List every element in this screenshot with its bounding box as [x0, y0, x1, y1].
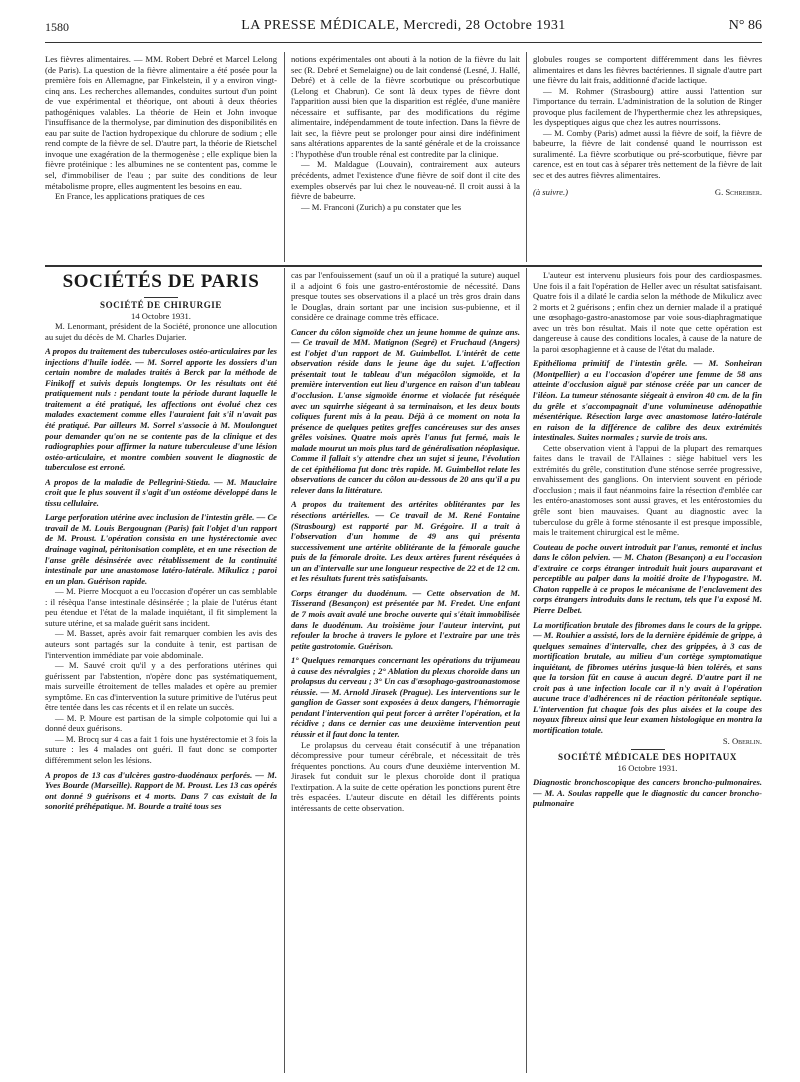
paragraph: — M. Pierre Mocquot a eu l'occasion d'opérer un cas semblable : il résèqua l'anse intestinale désinsérée ; la plaie de l'utérus étant peu étendue et l'état de la malade inquiétant, il fit simplement la suture utérine, et sa malade guérit sans incident.: [45, 586, 277, 628]
column-rule: [284, 268, 285, 1073]
paragraph: Le prolapsus du cerveau était consécutif à une trépanation décompressive pour tumeur cérébrale, et nécessitait de très fréquentes ponctions. Au cours d'une deuxième intervention M. Jirasek fut conduit sur le plexus choroïde dont il pratiqua l'extirpation. A la suite de cette opération les ponctions purent être très espacées. L'auteur discute en détail les différents points intéressants de cette observation.: [291, 739, 520, 813]
column-rule: [526, 52, 527, 262]
paragraph: 1° Quelques remarques concernant les opérations du trijumeau à cause des névralgies ; 2° Ablation du plexus choroïde dans un prolapsus du cerveau ; 3° Un cas d'œsophago-gastroanastomose réussie. — M. Arnold Jirasek (Prague). Les interventions sur le ganglion de Gasser sont exposées à deux dangers, l'hémorragie pendant l'intervention qui peut forcer à arrêter l'opération, et la récidive ; dans ce dernier cas une deuxième intervention peut réussir et il faut donc la tenter.: [291, 655, 520, 739]
paragraph: La mortification brutale des fibromes dans le cours de la grippe. — M. Rouhier a assisté, lors de la dernière épidémie de grippe, à quelques semaines d'intervalle, chez des grippées, à 3 cas de mortification brutale, au milieu d'un cortège symptomatique inquiétant, de fibromes utérins jusque-là bien tolérés, et sans que la torsion fût en cause à aucun degré. D'autre part il ne croit pas à une infection locale car il n'y avait à l'opération aucune trace d'adhérences ni de réaction péritonéale septique. L'intervention fut chaque fois des plus aisées et la coupe des noyaux fibreux ainsi que leur examen histologique en montra la mortification totale.: [533, 619, 762, 735]
paragraph: Diagnostic bronchoscopique des cancers broncho-pulmonaires. — M. A. Soulas rappelle que le diagnostic du cancer broncho-pulmonaire: [533, 777, 762, 809]
top-column-3: [533, 54, 762, 262]
issue-number: N° 86: [728, 18, 762, 33]
paragraph: — M. Sauvé croit qu'il y a des perforations utérines qui guérissent par l'abstention, n'opère donc pas systématiquement, mais surveille étroitement de telles malades et opère au premier symptôme. En cas d'intervention la suture primitive de l'utérus peut être tentée dans les cas récents et il en relate un succès.: [45, 660, 277, 713]
paragraph: A propos de la maladie de Pellegrini-Stieda. — M. Mauclaire croit que le plus souvent il s'agit d'un ostéome développé dans le tissu cellulaire.: [45, 476, 277, 508]
society-title: SOCIÉTÉ MÉDICALE DES HOPITAUX: [557, 752, 737, 763]
page-number: 1580: [45, 20, 69, 34]
top-column-2: [291, 54, 520, 262]
signature: G. Schreiber.: [714, 186, 762, 197]
paragraph: globules rouges se comportent différemment dans les fièvres alimentaires et dans les fièvres bactériennes. Il signale d'autre part une fièvre du lait frais, additionné d'acide lactique.: [533, 54, 762, 86]
paragraph: — M. Franconi (Zurich) a pu constater que les: [301, 201, 462, 212]
paragraph: Les fièvres alimentaires. — MM. Robert Debré et Marcel Lelong (de Paris). La question de la fièvre alimentaire a été posée pour la première fois en Allemagne, par Finkelstein, il y a environ vingt-cinq ans. Les recherches allemandes, conduites surtout d'un point de vue expérimental et théorique, ont abouti à deux théories pathogéniques valables. La théorie de Hein et John invoque l'insuffisance de la thermolyse, par diminution des disponibilités en eau par suite de l'action hydropexique du chlorure de sodium ; elle rend compte de la fièvre de sel. D'autre part, la théorie de Rietschel invoque une exagération de la thermogenèse ; elle explique bien la fièvre protéinique : les albumines ne se contentent pas, comme le sel, d'immobiliser de l'eau ; par suite des conditions de leur métabolisme propre, elles augmentent les besoins en eau.: [45, 54, 277, 191]
session-date: 14 Octobre 1931.: [131, 310, 191, 321]
paragraph: Cette observation vient à l'appui de la plupart des remarques faites dans le travail de l'Allaines : siège habituel vers les extrémités du grêle, constitution d'une sténose serrée progressive, envahissement des ganglions. On intervient souvent en période d'occlusion ; mais il faut néanmoins faire la résection d'emblée car les entéro-anastomoses sont aussi graves, et les entérostomies du grêle sont bien mauvaises. Quant au diagnostic avec la tuberculose du grêle à forme sténosante il est presque impossible, mais le traitement chirurgical est le même.: [533, 442, 762, 538]
lower-column-1: [45, 270, 277, 1070]
paragraph: — M. Comby (Paris) admet aussi la fièvre de soif, la fièvre de babeurre, la fièvre de lait condensé quand le nourrisson est suralimenté. La fièvre scorbutique ou pré-scorbutique, fièvre par carence, est en tout cas à séparer très nettement de la fièvre de lait sec et des autres fièvres alimentaires.: [533, 127, 762, 181]
journal-title: LA PRESSE MÉDICALE, Mercredi, 28 Octobre 1931: [241, 18, 566, 33]
byline-row: [533, 187, 762, 198]
paragraph: L'auteur est intervenu plusieurs fois pour des cardiospasmes. Une fois il a fait l'opération de Heller avec un résultat satisfaisant. Quatre fois il a dilaté le cardia selon la méthode de Mikulicz avec 2 morts et 2 guérisons ; enfin chez un dernier malade il a pratiqué une œsophago-gastro-anastomose par voie sous-diaphragmatique avec un très bon résultat. Mais il note que cette opération est dangereuse à cause des conditions locales, à cause de la nature de la paroi œsophagienne et à cause de l'état du malade.: [533, 270, 762, 354]
section-heading: SOCIÉTÉS DE PARIS: [62, 271, 260, 292]
society-title: SOCIÉTÉ DE CHIRURGIE: [99, 300, 223, 310]
signature: S. Oberlin.: [722, 735, 762, 746]
separator: [631, 749, 665, 750]
paragraph: Corps étranger du duodénum. — Cette observation de M. Tisserand (Besançon) est présentée par M. Fredet. Une enfant de 7 mois avait avalé une broche ouverte qui s'était immobilisée dans le duodénum. Au troisième jour l'auteur intervint, put refouler la broche à travers le pylore et l'extraire par une très petite gastrotomie. Guérison.: [291, 587, 520, 651]
paragraph: Cancer du côlon sigmoïde chez un jeune homme de quinze ans. — Ce travail de MM. Matignon (Segré) et Fruchaud (Angers) est l'objet d'un rapport de M. Guimbellot. L'intérêt de cette observation réside dans le jeune âge du sujet. L'affection présentait tout le tableau d'un mégacôlon sigmoïde, et la première intervention eut lieu d'urgence en raison d'un tableau d'occlusion. L'anse sigmoïde énorme et violacée fut réséquée avec un squirrhe siégeant à sa terminaison, et les deux bouts coliques furent mis à la peau. Déjà à ce moment on nota la présence de quelques petites greffes cancéreuses sur des anses grêles voisines. Quatre mois après l'anus fut fermé, mais le malade mourut un mois plus tard de généralisation néoplasique. Comme il fallait s'y attendre chez un sujet si jeune, l'évolution de cet épithélioma fut donc très rapide. M. Guimbellot relate les observations de cancer du côlon au-dessous de 20 ans qu'il a pu relever dans la littérature.: [291, 326, 520, 495]
section-rule: [45, 265, 762, 267]
header-rule: [45, 42, 762, 43]
paragraph: Couteau de poche ouvert introduit par l'anus, remonté et inclus dans le côlon pelvien. — M. Chaton (Besançon) a eu l'occasion d'extraire ce corps étranger introduit huit jours auparavant et perceptible au palper dans la moitié droite de l'hypogastre. M. Chaton rappelle à ce propos le mécanisme de l'enclavement des corps étrangers introduits dans le rectum, tels que l'a exposé M. Pierre Delbet.: [533, 541, 762, 615]
paragraph: Large perforation utérine avec inclusion de l'intestin grêle. — Ce travail de M. Louis Bergougnan (Paris) fait l'objet d'un rapport de M. Proust. L'opération consista en une hystérectomie avec drainage vaginal, péritonisation complète, et en une résection de l'anse grêle désinsérée avec rétablissement de la continuité intestinale par une anastomose latéro-latérale. Mikulicz ; paroi en un plan. Guérison rapide.: [45, 512, 277, 586]
running-header: [45, 14, 762, 44]
lower-column-3: [533, 270, 762, 1070]
paragraph: M. Lenormant, président de la Société, prononce une allocution au sujet du décès de M. Charles Dujarier.: [45, 321, 277, 342]
paragraph: cas par l'enfouissement (sauf un où il a pratiqué la suture) auquel il a adjoint 6 fois une gastro-entérostomie de nécessité. Dans presque toutes ses observations il a placé un très gros drain dans le Douglas, drain sortant par une incision sus-pubienne, et il considère ce drainage comme très efficace.: [291, 270, 520, 323]
separator: [144, 297, 178, 298]
paragraph: — M. Basset, après avoir fait remarquer combien les avis des auteurs sont partagés sur la conduite à tenir, est partisan de l'intervention immédiate par voie abdominale.: [45, 628, 277, 660]
paragraph: — M. Brocq sur 4 cas a fait 1 fois une hystérectomie et 3 fois la suture : les 4 malades ont guéri. Il faut donc se comporter différemment selon les lésions.: [45, 733, 277, 765]
column-rule: [284, 52, 285, 262]
session-date: 16 Octobre 1931.: [617, 762, 678, 773]
paragraph: A propos du traitement des artérites oblitérantes par les résections artérielles. — Ce travail de M. René Fontaine (Strasbourg) est rapporté par M. Grégoire. Il a trait à l'observation d'un homme de 49 ans qui présenta successivement une artérite oblitérante de la fémorale gauche puis de la fémorale droite. Les deux artères furent réséquées à un an d'intervalle sur une longueur respective de 22 et de 12 cm. et les résultats furent très satisfaisants.: [291, 499, 520, 584]
paragraph: A propos de 13 cas d'ulcères gastro-duodénaux perforés. — M. Yves Bourde (Marseille). Rapport de M. Proust. Les 13 cas opérés ont donné 9 guérisons et 4 morts. Dans 7 cas existait de la sonorité préhépatique. M. Bourde a traité tous ses: [45, 769, 277, 812]
paragraph: notions expérimentales ont abouti à la notion de la fièvre du lait sec (R. Debré et Semelaigne) ou de lait condensé (Lesné, J. Hallé, Debré) et à celle de la fièvre scorbutique ou préscorbutique (Lelong et Chabrun). Ce sont là deux types de fièvre dont l'apparition aussi bien que la disparition est réglée, d'une manière nécessaire et suffisante, par des modifications du régime alimentaire, indépendamment de toute infection. Dans la fièvre de lait sec, la fièvre peut se prolonger pour ainsi dire indéfiniment sans altérations apparentes de la santé générale et de la croissance : l'hypothèse d'un trouble rénal est contredite par la clinique.: [291, 54, 520, 159]
top-column-1: [45, 54, 277, 262]
paragraph: — M. Maldague (Louvain), contrairement aux auteurs précédents, admet l'existence d'une fièvre de soif dont il cite des exemples observés par lui chez le nouveau-né. Il croit aussi à la fièvre de babeurre.: [291, 159, 520, 202]
paragraph: — M. P. Moure est partisan de la simple colpotomie qui lui a donné deux guérisons.: [45, 712, 277, 734]
to-be-continued: (à suivre.): [533, 186, 568, 197]
paragraph: Epithélioma primitif de l'intestin grêle. — M. Sonheiran (Montpellier) a eu l'occasion d'opérer une femme de 58 ans atteinte d'occlusion aiguë par sténose créée par un cancer de l'iléon. La tumeur sténosante siégeait à environ 40 cm. de la fin du grêle et s'accompagnait d'une volumineuse adénopathie mésentérique. Résection large avec anastomose latéro-latérale en raison de la différence de calibre des deux extrémités intestinales. Suites normales ; survie de trois ans.: [533, 358, 762, 443]
paragraph: — M. Rohmer (Strasbourg) attire aussi l'attention sur l'importance du terrain. L'administration de la solution de Ringer provoque plus facilement de l'hyperthermie chez les athrepsiques, les dyspeptiques aigus que chez les autres nourrissons.: [533, 85, 762, 128]
paragraph: En France, les applications pratiques de ces: [55, 191, 205, 202]
lower-column-2: [291, 270, 520, 1070]
column-rule: [526, 268, 527, 1073]
paragraph: A propos du traitement des tuberculoses ostéo-articulaires par les injections d'huile iodée. — M. Sorrel apporte les dossiers d'un certain nombre de malades traités à Berck par la méthode de Finikoff et suivis depuis longtemps. Or les résultats ont été pratiquement nuls : pendant toute la période durant laquelle le traitement a été pratiqué, les affections ont évolué chez ces malades exactement comme elles l'auraient fait s'il n'avait pas été pratiqué. Par ailleurs M. Sorrel s'associe à M. Moulonguet pour demander qu'on ne se contente pas de la clinique et des radiographies pour affirmer la nature tuberculeuse d'une lésion ostéo-articulaire, et montre combien souvent le diagnostic de tuberculose est erroné.: [45, 346, 277, 473]
